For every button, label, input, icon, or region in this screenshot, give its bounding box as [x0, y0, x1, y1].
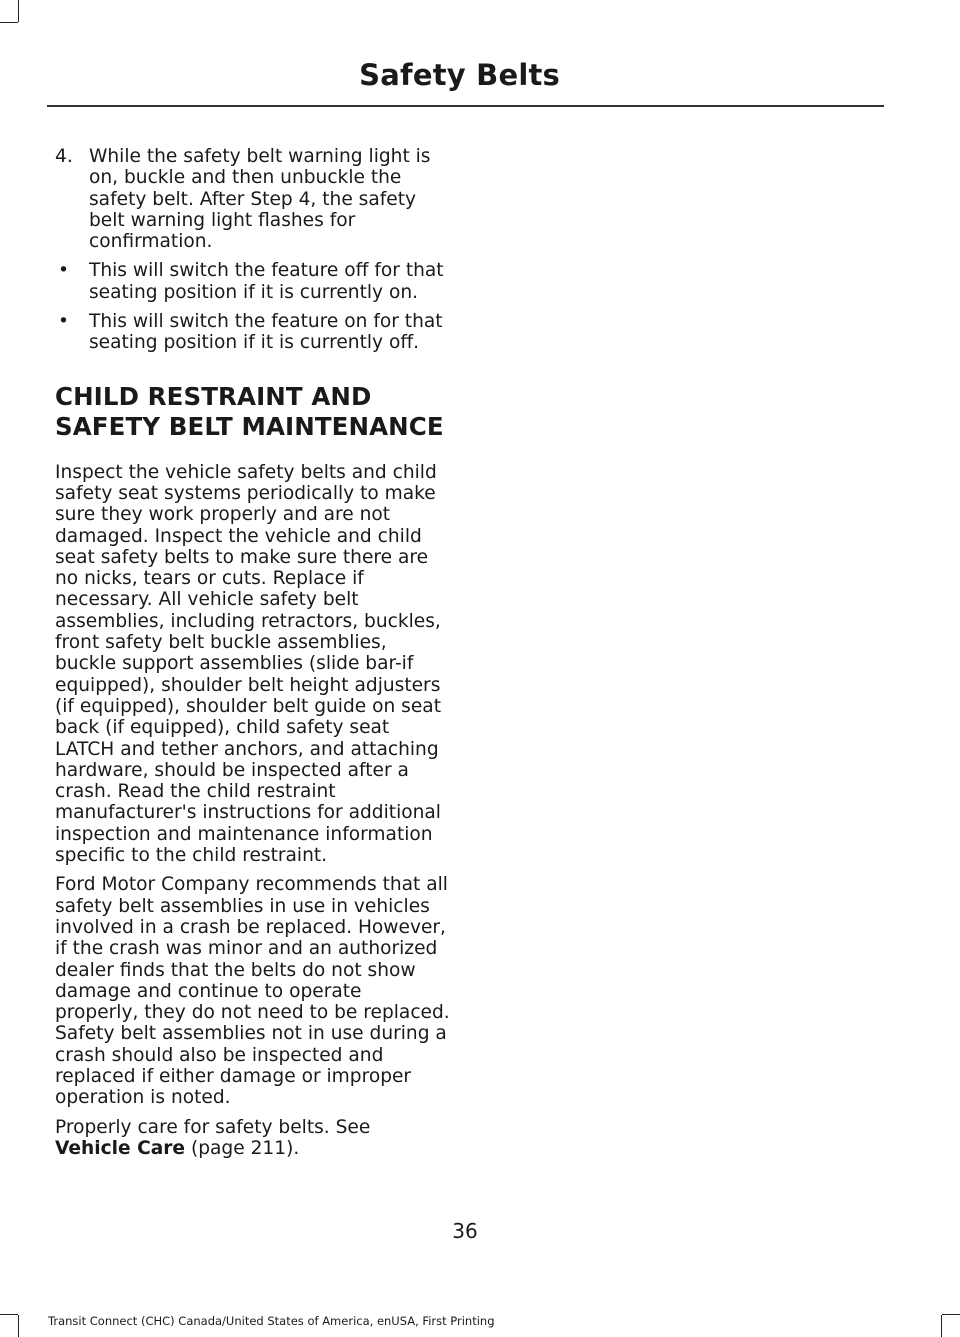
section-heading	[55, 382, 450, 442]
crop-mark-bottom-left-h	[0, 1314, 18, 1315]
crop-mark-top-left-v	[18, 0, 19, 22]
bullet-item	[55, 311, 450, 354]
section-heading-line1: CHILD RESTRAINT AND	[55, 381, 372, 411]
section-heading-line2: SAFETY BELT MAINTENANCE	[55, 411, 444, 441]
content-column	[55, 146, 450, 1167]
bullet-text: This will switch the feature on for that seating position if it is currently off.	[89, 311, 443, 354]
body-paragraph: Ford Motor Company recommends that all safety belt assemblies in use in vehicles involved in a crash be replaced. However, if the crash was minor and an authorized dealer finds that the belts do not show damage and continue to operate properly, they do not need to be replaced. Safety belt assemblies not in use during a crash should also be inspected and replaced if either damage or improper operation is noted.	[55, 874, 450, 1109]
crossref-prefix: Properly care for safety belts. See	[55, 1116, 371, 1138]
crop-mark-bottom-right-v	[941, 1315, 942, 1337]
body-paragraph-crossref	[55, 1117, 450, 1160]
step-number: 4.	[55, 146, 73, 167]
body-paragraph: Inspect the vehicle safety belts and child safety seat systems periodically to make sure they work properly and are not damaged. Inspect the vehicle and child seat safety belts to make sure there are no nicks, tears or cuts. Replace if necessary. All vehicle safety belt assemblies, including retractors, buckles, front safety belt buckle assemblies, buckle support assemblies (slide bar-if equipped), shoulder belt height adjusters (if equipped), shoulder belt guide on seat back (if equipped), child safety seat LATCH and tether anchors, and attaching hardware, should be inspected after a crash. Read the child restraint manufacturer's instructions for additional inspection and maintenance information specific to the child restraint.	[55, 461, 441, 867]
step-text: While the safety belt warning light is on, buckle and then unbuckle the safety belt. After Step 4, the safety belt warning light flashes for confirmation.	[89, 146, 431, 253]
crossref-suffix: (page 211).	[185, 1137, 300, 1159]
vehicle-care-link[interactable]: Vehicle Care	[55, 1137, 186, 1159]
page-title: Safety Belts	[359, 58, 560, 92]
bullet-marker: •	[58, 311, 69, 333]
step-item	[55, 146, 450, 252]
header-divider	[47, 105, 884, 107]
crop-mark-top-left-h	[0, 22, 18, 23]
crop-mark-bottom-left-v	[18, 1315, 19, 1337]
footer-text: Transit Connect (CHC) Canada/United States of America, enUSA, First Printing	[48, 1314, 495, 1328]
bullet-marker: •	[58, 260, 69, 282]
bullet-item	[55, 260, 450, 303]
page-number: 36	[452, 1219, 478, 1243]
crop-mark-bottom-right-h	[942, 1314, 960, 1315]
bullet-text: This will switch the feature off for that seating position if it is currently on.	[89, 260, 444, 303]
